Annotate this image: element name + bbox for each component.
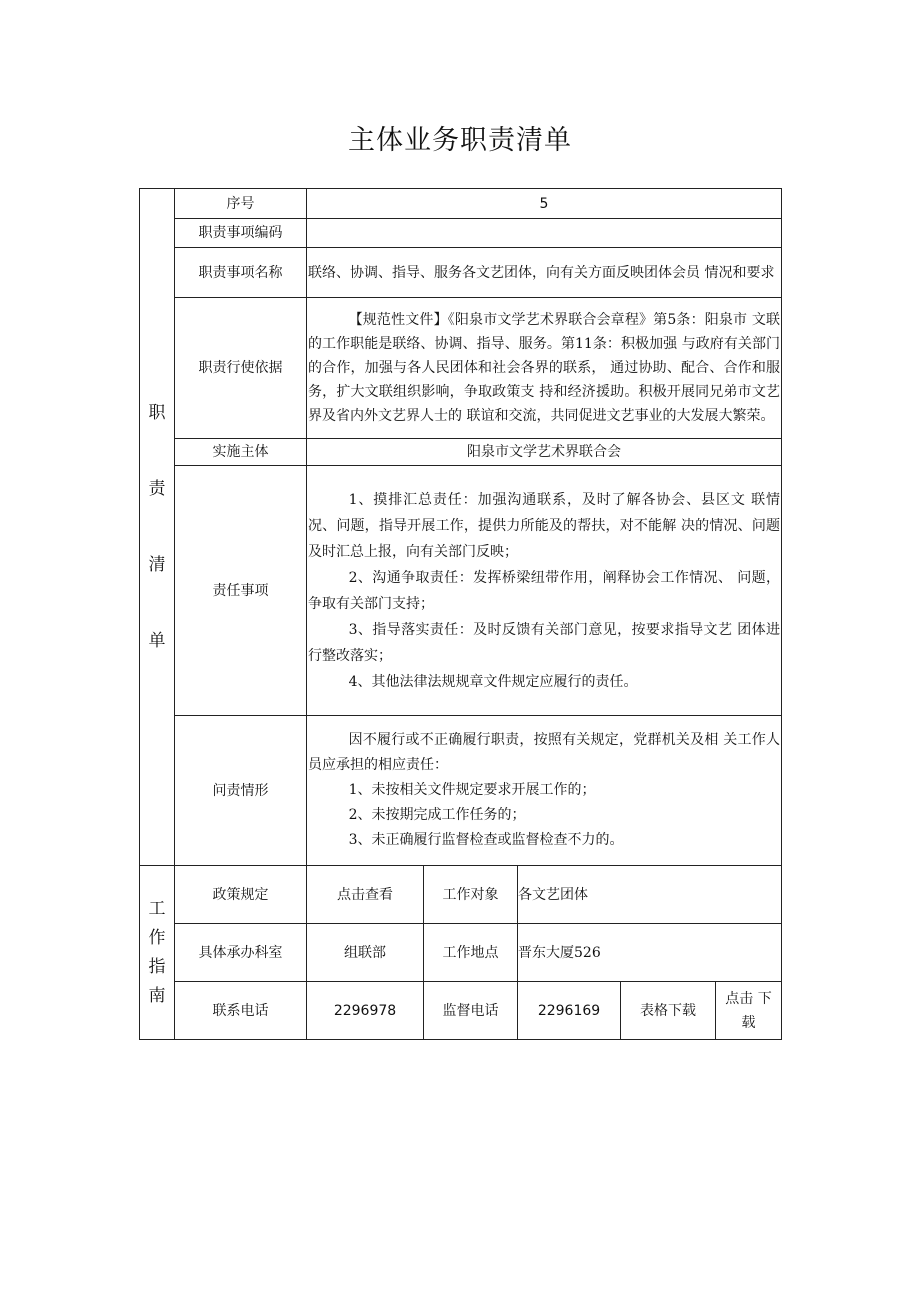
account-item: 3、未正确履行监督检查或监督检查不力的。 (348, 832, 624, 848)
section-char: 南 (148, 985, 166, 1006)
account-item: 2、未按期完成工作任务的； (348, 807, 526, 823)
duty-item: 2、沟通争取责任：发挥桥梁纽带作用，阐释协会工作情况、 问题，争取有关部门支持； (308, 569, 780, 612)
duty-table (139, 188, 782, 1040)
seq-value: 5 (307, 189, 782, 219)
subject-label: 实施主体 (175, 439, 307, 466)
office-label: 具体承办科室 (175, 924, 307, 982)
code-value (307, 219, 782, 248)
office-value: 组联部 (307, 924, 424, 982)
account-item: 1、未按相关文件规定要求开展工作的； (348, 782, 596, 798)
account-items (307, 716, 782, 866)
account-intro: 因不履行或不正确履行职责，按照有关规定，党群机关及相 关工作人员应承担的相应责任： (308, 732, 780, 773)
section-char: 职 (148, 403, 166, 423)
account-label: 问责情形 (175, 716, 307, 866)
download-label: 表格下载 (621, 982, 716, 1040)
section-char: 工 (148, 898, 166, 919)
policy-link[interactable]: 点击查看 (307, 866, 424, 924)
section-char: 作 (148, 927, 166, 948)
duty-label: 责任事项 (175, 466, 307, 716)
location-label: 工作地点 (424, 924, 518, 982)
name-label: 职责事项名称 (175, 248, 307, 298)
location-value: 晋东大厦526 (518, 924, 782, 982)
code-label: 职责事项编码 (175, 219, 307, 248)
duty-item: 1、摸排汇总责任：加强沟通联系，及时了解各协会、县区文 联情况、问题，指导开展工作，提供力所能及的帮扶，对不能解 决的情况、问题及时汇总上报，向有关部门反映； (308, 491, 780, 560)
phone-value: 2296978 (307, 982, 424, 1040)
name-value: 联络、协调、指导、服务各文艺团体，向有关方面反映团体会员 情况和要求 (307, 248, 782, 298)
policy-label: 政策规定 (175, 866, 307, 924)
basis-label: 职责行使依据 (175, 298, 307, 439)
basis-value: 【规范性文件】《阳泉市文学艺术界联合会章程》第5条：阳泉市 文联的工作职能是联络、协调、指导、服务。第11条：积极加强 与政府有关部门的合作，加强与各人民团体和社会各界的联系， 通过协助、配合、合作和服务，扩大文联组织影响，争取政策支 持和经济援助。积极开展同兄弟市文艺界及省内外文艺界人士的 联谊和交流，共同促进文艺事业的大发展大繁荣。 (307, 298, 782, 439)
supervise-label: 监督电话 (424, 982, 518, 1040)
supervise-value: 2296169 (518, 982, 621, 1040)
duty-item: 4、其他法律法规规章文件规定应履行的责任。 (348, 673, 638, 690)
section-work-guide (140, 866, 175, 1040)
target-label: 工作对象 (424, 866, 518, 924)
page-title: 主体业务职责清单 (348, 125, 572, 156)
target-value: 各文艺团体 (518, 866, 782, 924)
subject-value: 阳泉市文学艺术界联合会 (307, 439, 782, 466)
duty-item: 3、指导落实责任：及时反馈有关部门意见，按要求指导文艺 团体进行整改落实； (308, 621, 780, 664)
phone-label: 联系电话 (175, 982, 307, 1040)
section-char: 清 (148, 555, 166, 575)
section-char: 单 (148, 631, 166, 651)
download-link[interactable]: 点击 下载 (716, 982, 782, 1040)
section-char: 责 (148, 479, 166, 499)
duty-items (307, 466, 782, 716)
section-duty-list (140, 189, 175, 866)
seq-label: 序号 (175, 189, 307, 219)
section-char: 指 (148, 956, 166, 977)
